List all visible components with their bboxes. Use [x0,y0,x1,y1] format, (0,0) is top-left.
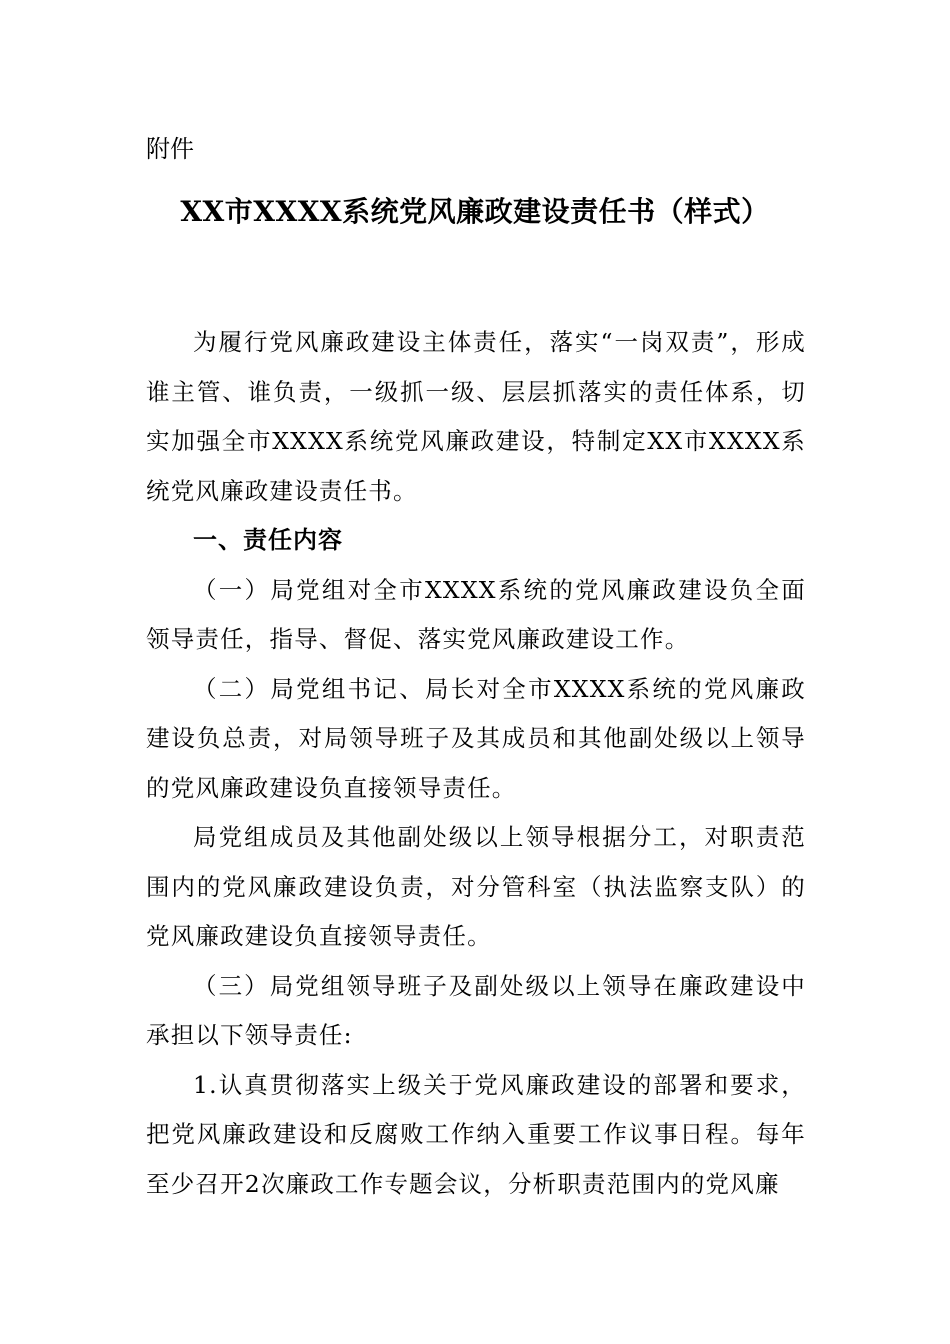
clause-2-paragraph: （二）局党组书记、局长对全市XXXX系统的党风廉政建设负总责，对局领导班子及其成员和其他副处级以上领导的党风廉政建设负直接领导责任。 [146,674,806,802]
clause-1-paragraph: （一）局党组对全市XXXX系统的党风廉政建设负全面领导责任，指导、督促、落实党风廉政建设工作。 [146,575,806,653]
section-heading: 一、责任内容 [193,526,343,554]
list-item-1-paragraph: 1.认真贯彻落实上级关于党风廉政建设的部署和要求，把党风廉政建设和反腐败工作纳入重要工作议事日程。每年至少召开2次廉政工作专题会议，分析职责范围内的党风廉 [146,1070,806,1198]
document-body [146,318,806,1209]
intro-paragraph: 为履行党风廉政建设主体责任，落实“一岗双责”，形成谁主管、谁负责，一级抓一级、层层抓落实的责任体系，切实加强全市XXXX系统党风廉政建设，特制定XX市XXXX系统党风廉政建设责任书。 [146,328,806,505]
attachment-label: 附件 [146,135,194,163]
clause-2-continued-paragraph: 局党组成员及其他副处级以上领导根据分工，对职责范围内的党风廉政建设负责，对分管科室（执法监察支队）的党风廉政建设负直接领导责任。 [146,823,806,950]
clause-3-paragraph: （三）局党组领导班子及副处级以上领导在廉政建设中承担以下领导责任: [146,971,806,1049]
document-title: XX市XXXX系统党风廉政建设责任书（样式） [180,195,770,228]
